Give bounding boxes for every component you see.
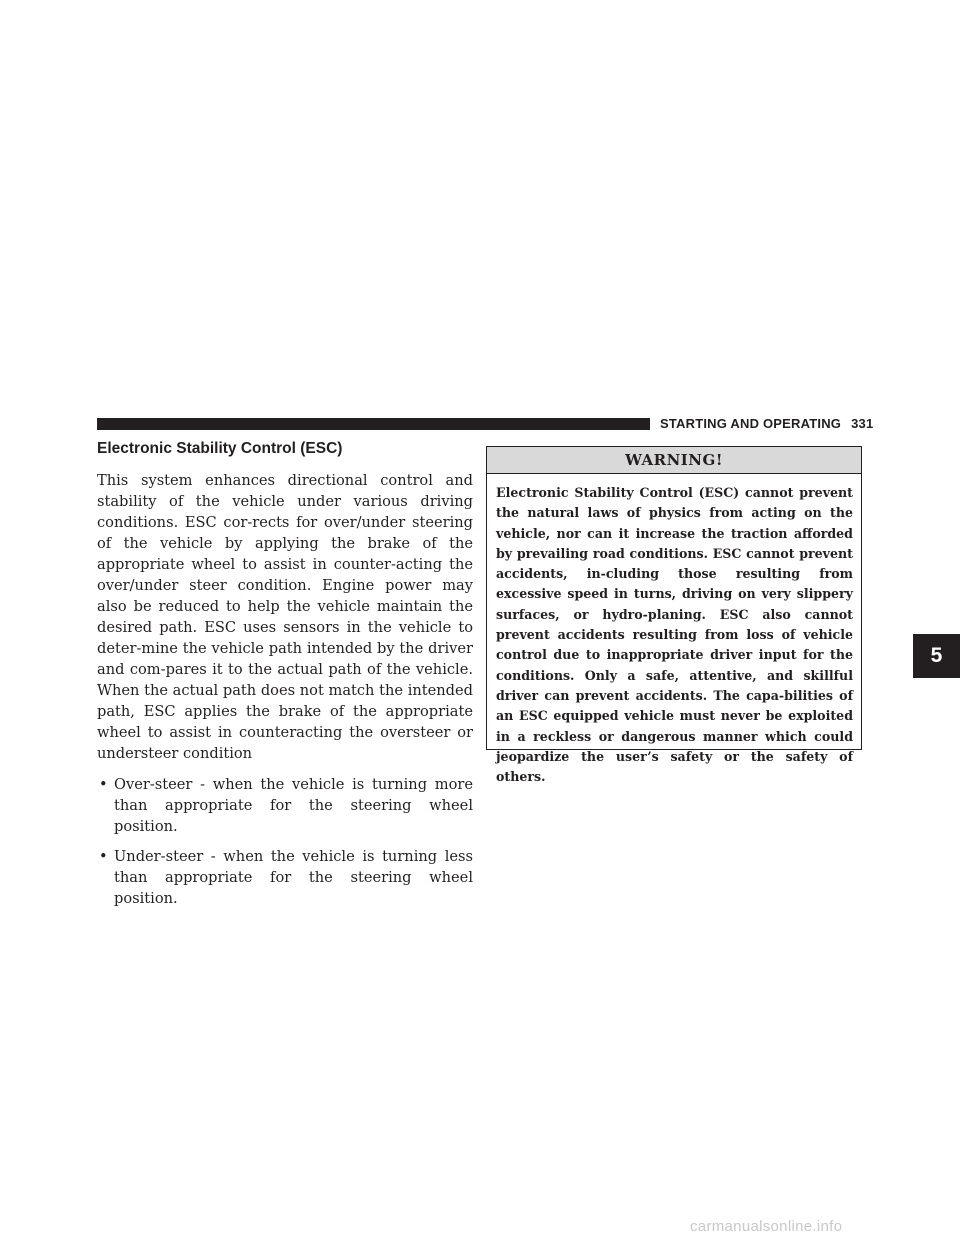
bullet-text: Over-steer - when the vehicle is turning more than appropriate for the steering wheel position.	[114, 776, 473, 835]
body-column	[97, 470, 473, 918]
watermark: carmanualsonline.info	[690, 1218, 843, 1235]
list-item	[97, 846, 473, 909]
bullet-text: Under-steer - when the vehicle is turning less than appropriate for the steering wheel position.	[114, 848, 473, 907]
warning-title: WARNING!	[487, 447, 861, 474]
warning-text: Electronic Stability Control (ESC) cannot prevent the natural laws of physics from acting on the vehicle, nor can it increase the traction afforded by prevailing road conditions. ESC cannot prevent accidents, in-cluding those resulting from excessive speed in turns, driving on very slippery surfaces, or hydro-planing. ESC also cannot prevent accidents resulting from loss of vehicle control due to inappropriate driver input for the conditions. Only a safe, attentive, and skillful driver can prevent accidents. The capa-bilities of an ESC equipped vehicle must never be exploited in a reckless or dangerous manner which could jeopardize the user’s safety or the safety of others.	[496, 485, 853, 785]
list-item	[97, 774, 473, 837]
bullet-marker: •	[99, 848, 108, 865]
page-number: 331	[851, 416, 874, 431]
header-section-title: STARTING AND OPERATING	[660, 416, 842, 431]
header-rule	[97, 418, 650, 430]
bullet-marker: •	[99, 776, 108, 793]
section-title: Electronic Stability Control (ESC)	[97, 440, 343, 457]
chapter-tab: 5	[913, 634, 960, 678]
warning-box	[486, 446, 862, 785]
bullet-list	[97, 774, 473, 909]
running-header	[660, 416, 873, 431]
intro-paragraph: This system enhances directional control and stability of the vehicle under various driving conditions. ESC cor-rects for over/under steering of the vehicle by applying the brake of the appropriate wheel to assist in counter-acting the over/under steer condition. Engine power may also be reduced to help the vehicle maintain the desired path. ESC uses sensors in the vehicle to deter-mine the vehicle path intended by the driver and com-pares it to the actual path of the vehicle. When the actual path does not match the intended path, ESC applies the brake of the appropriate wheel to assist in counteracting the oversteer or understeer condition	[97, 472, 473, 762]
